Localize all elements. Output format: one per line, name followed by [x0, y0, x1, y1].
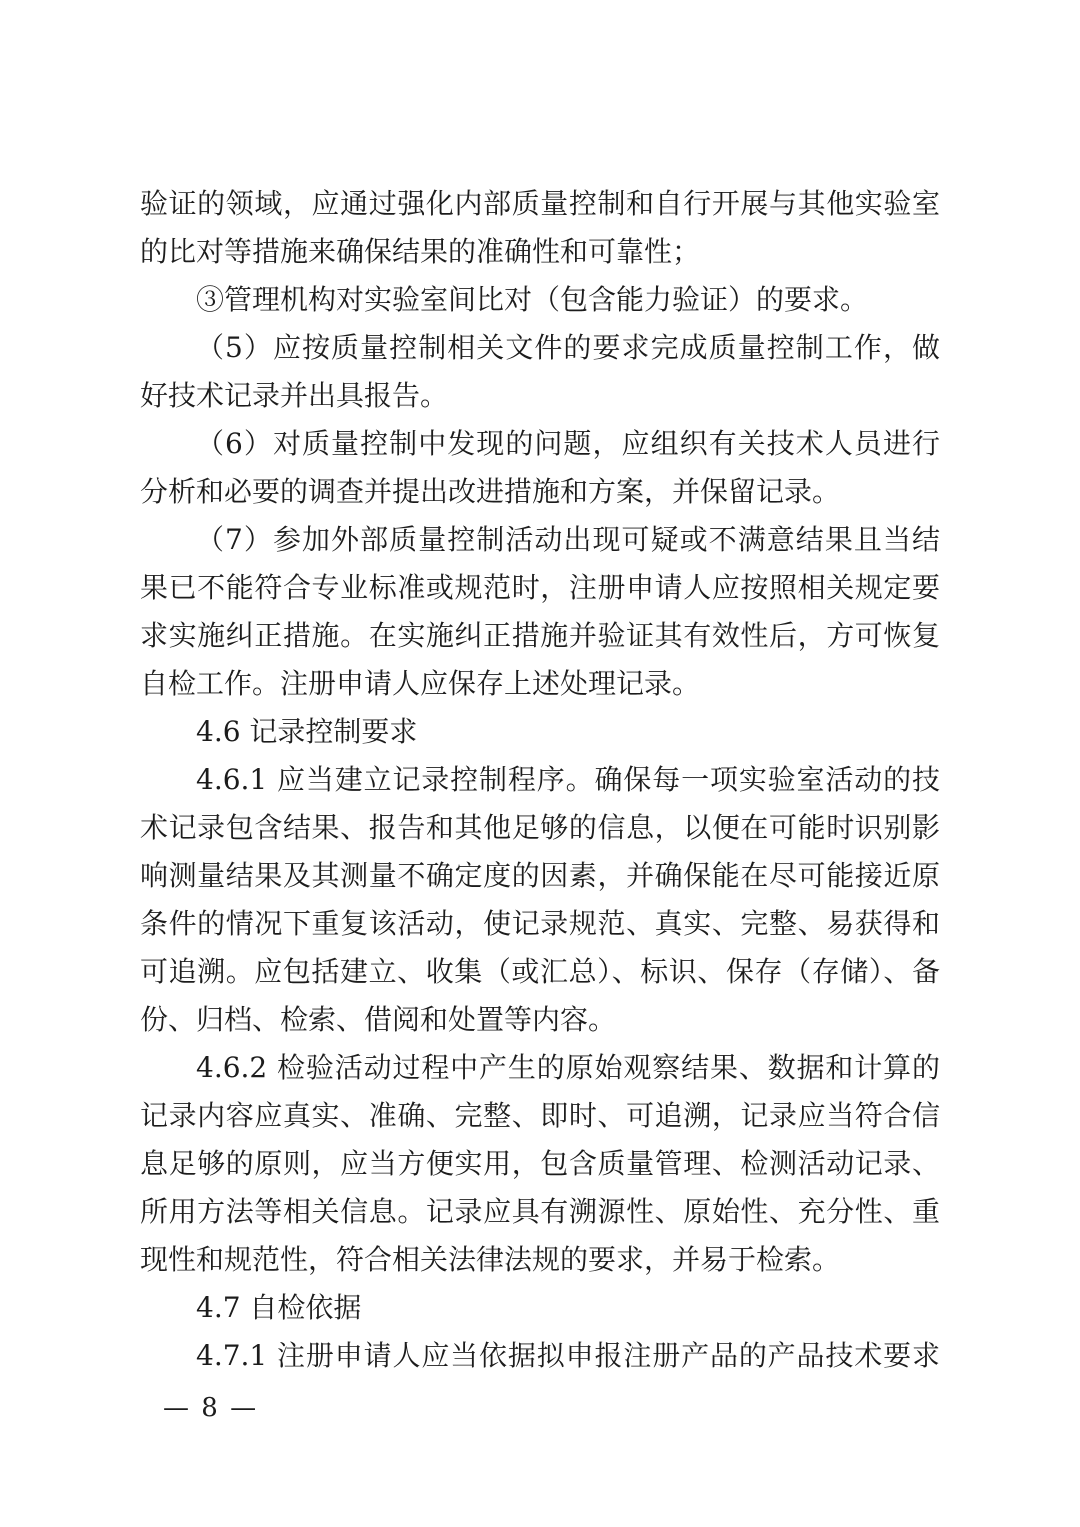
text-line: ③管理机构对实验室间比对（包含能力验证）的要求。 [196, 283, 869, 316]
text-line: 响测量结果及其测量不确定度的因素，并确保能在尽可能接近原 [140, 859, 940, 892]
text-line: 4.7.1 注册申请人应当依据拟申报注册产品的产品技术要求 [196, 1339, 940, 1372]
text-line: 验证的领域，应通过强化内部质量控制和自行开展与其他实验室 [140, 187, 940, 220]
text-line: （6）对质量控制中发现的问题，应组织有关技术人员进行 [196, 427, 940, 460]
text-line: 果已不能符合专业标准或规范时，注册申请人应按照相关规定要 [140, 571, 940, 604]
text-line: 息足够的原则，应当方便实用，包含质量管理、检测活动记录、 [140, 1147, 940, 1180]
text-line: 4.6.1 应当建立记录控制程序。确保每一项实验室活动的技 [196, 763, 940, 796]
section-heading: 4.6 记录控制要求 [196, 715, 418, 748]
text-line: 记录内容应真实、准确、完整、即时、可追溯，记录应当符合信 [140, 1099, 940, 1132]
text-line: 求实施纠正措施。在实施纠正措施并验证其有效性后，方可恢复 [140, 619, 940, 652]
text-line: 好技术记录并出具报告。 [140, 379, 449, 412]
text-line: 份、归档、检索、借阅和处置等内容。 [140, 1003, 617, 1036]
text-line: 分析和必要的调查并提出改进措施和方案，并保留记录。 [140, 475, 841, 508]
text-line: 条件的情况下重复该活动，使记录规范、真实、完整、易获得和 [140, 907, 940, 940]
section-heading: 4.7 自检依据 [196, 1291, 362, 1324]
text-line: 现性和规范性，符合相关法律法规的要求，并易于检索。 [140, 1243, 841, 1276]
text-line: （7）参加外部质量控制活动出现可疑或不满意结果且当结 [196, 523, 940, 556]
text-line: 的比对等措施来确保结果的准确性和可靠性； [140, 235, 701, 268]
page-number: — 8 — [163, 1393, 259, 1423]
text-line: 可追溯。应包括建立、收集（或汇总）、标识、保存（存储）、备 [140, 955, 940, 988]
document-body [140, 180, 940, 1380]
text-line: 术记录包含结果、报告和其他足够的信息，以便在可能时识别影 [140, 811, 940, 844]
text-line: （5）应按质量控制相关文件的要求完成质量控制工作，做 [196, 331, 940, 364]
text-line: 4.6.2 检验活动过程中产生的原始观察结果、数据和计算的 [196, 1051, 940, 1084]
text-line: 所用方法等相关信息。记录应具有溯源性、原始性、充分性、重 [140, 1195, 940, 1228]
text-line: 自检工作。注册申请人应保存上述处理记录。 [140, 667, 701, 700]
